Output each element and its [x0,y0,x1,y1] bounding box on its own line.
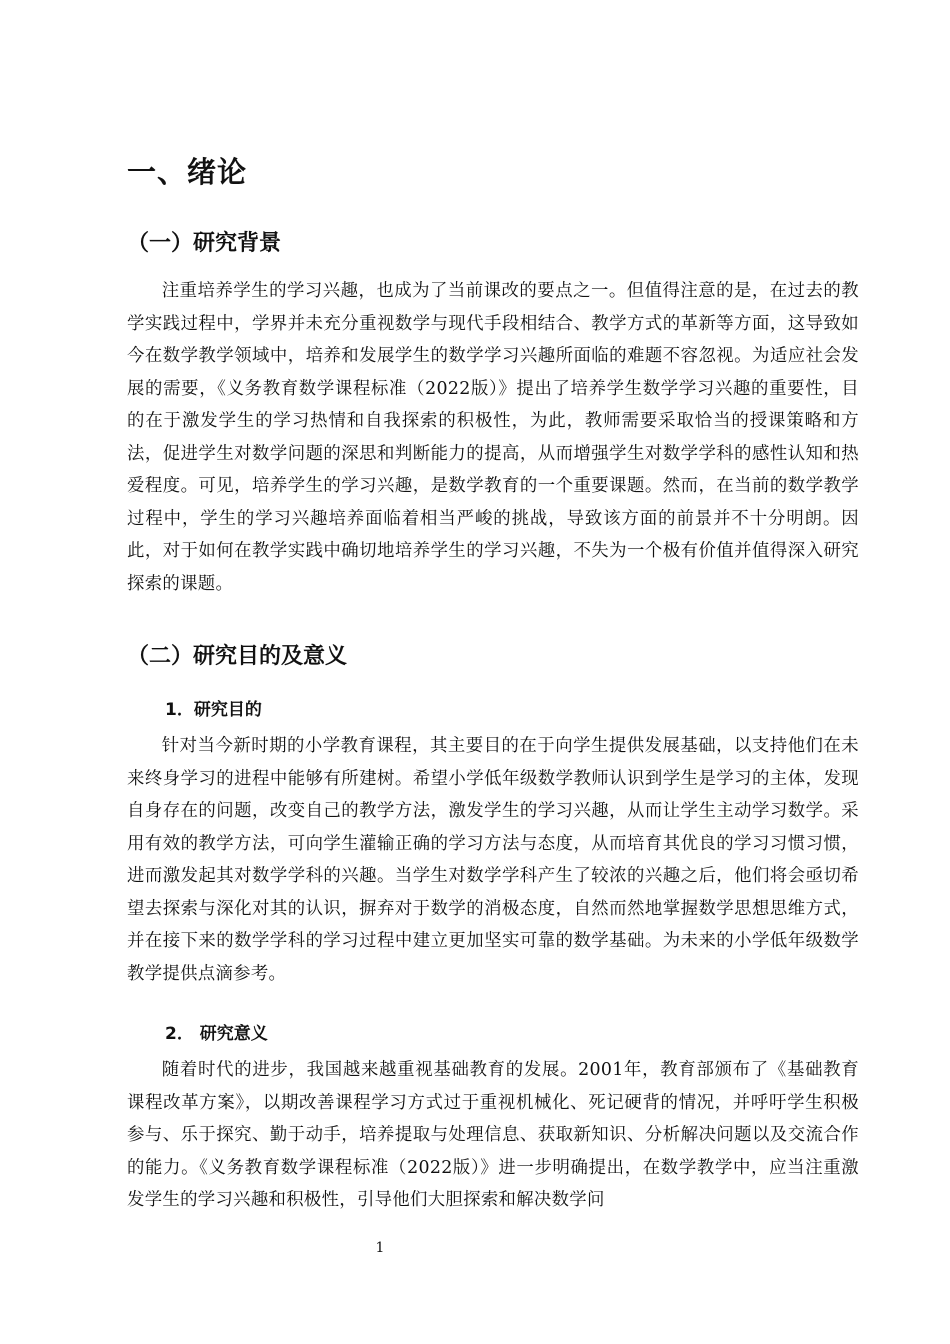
subsection-paragraph-significance: 随着时代的进步，我国越来越重视基础教育的发展。2001年，教育部颁布了《基础教育课程改革方案》，以期改善课程学习方式过于重视机械化、死记硬背的情况，并呼吁学生积极参与、乐于探究、勤于动手，培养提取与处理信息、获取新知识、分析解决问题以及交流合作的能力。《义务教育数学课程标准（2022版）》进一步明确提出，在数学教学中，应当注重激发学生的学习兴趣和积极性，引导他们大胆探索和解决数学问 [127,1060,859,1210]
section-heading-background: （一）研究背景 [127,231,282,256]
subsection-paragraph-purpose: 针对当今新时期的小学教育课程，其主要目的在于向学生提供发展基础，以支持他们在未来终身学习的进程中能够有所建树。希望小学低年级数学教师认识到学生是学习的主体，发现自身存在的问题，改变自己的教学方法，激发学生的学习兴趣，从而让学生主动学习数学。采用有效的教学方法，可向学生灌输正确的学习方法与态度，从而培育其优良的学习习惯习惯，进而激发起其对数学学科的兴趣。当学生对数学学科产生了较浓的兴趣之后，他们将会亟切希望去探索与深化对其的认识，摒弃对于数学的消极态度，自然而然地掌握数学思想思维方式，并在接下来的数学学科的学习过程中建立更加坚实可靠的数学基础。为未来的小学低年级数学教学提供点滴参考。 [127,736,859,984]
section-heading-purpose-significance: （二）研究目的及意义 [127,644,348,669]
section-paragraph-background: 注重培养学生的学习兴趣，也成为了当前课改的要点之一。但值得注意的是，在过去的教学实践过程中，学界并未充分重视数学与现代手段相结合、教学方式的革新等方面，这导致如今在数学教学领域中，培养和发展学生的数学学习兴趣所面临的难题不容忽视。为适应社会发展的需要，《义务教育数学课程标准（2022版）》提出了培养学生数学学习兴趣的重要性，目的在于激发学生的学习热情和自我探索的积极性，为此，教师需要采取恰当的授课策略和方法，促进学生对数学问题的深思和判断能力的提高，从而增强学生对数学学科的感性认知和热爱程度。可见，培养学生的学习兴趣，是数学教育的一个重要课题。然而，在当前的数学教学过程中，学生的学习兴趣培养面临着相当严峻的挑战，导致该方面的前景并不十分明朗。因此，对于如何在教学实践中确切地培养学生的学习兴趣，不失为一个极有价值并值得深入研究探索的课题。 [127,281,859,594]
subsection-heading-purpose: 1．研究目的 [165,700,262,720]
subsection-heading-significance: 2． 研究意义 [165,1024,268,1044]
chapter-title: 一、绪论 [127,155,248,189]
page-number: 1 [375,1240,385,1256]
